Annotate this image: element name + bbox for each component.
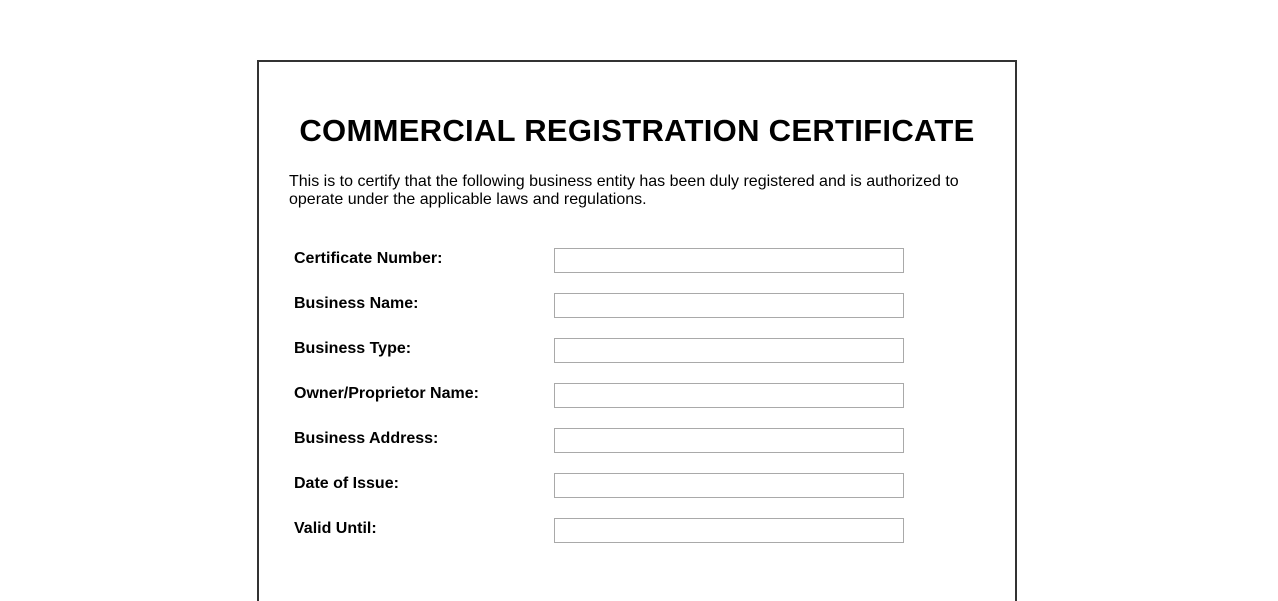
business-address-input[interactable] — [554, 428, 904, 453]
business-type-input[interactable] — [554, 338, 904, 363]
certificate-number-row — [294, 248, 909, 273]
business-address-label: Business Address: — [294, 430, 439, 447]
owner-name-label: Owner/Proprietor Name: — [294, 385, 479, 402]
business-name-input[interactable] — [554, 293, 904, 318]
certificate-intro: This is to certify that the following business entity has been duly registered and is authorized to operate under the applicable laws and regulations. — [289, 173, 959, 208]
business-name-label: Business Name: — [294, 295, 419, 312]
valid-until-input[interactable] — [554, 518, 904, 543]
date-of-issue-label: Date of Issue: — [294, 475, 399, 492]
certificate-number-label: Certificate Number: — [294, 250, 443, 267]
certificate-number-input[interactable] — [554, 248, 904, 273]
owner-name-input[interactable] — [554, 383, 904, 408]
valid-until-label: Valid Until: — [294, 520, 377, 537]
business-type-label: Business Type: — [294, 340, 412, 357]
business-address-row — [294, 428, 909, 453]
owner-name-row — [294, 383, 909, 408]
date-of-issue-input[interactable] — [554, 473, 904, 498]
date-of-issue-row — [294, 473, 909, 498]
business-name-row — [294, 293, 909, 318]
certificate-panel — [257, 60, 1017, 601]
business-type-row — [294, 338, 909, 363]
valid-until-row — [294, 518, 909, 543]
certificate-title: COMMERCIAL REGISTRATION CERTIFICATE — [299, 113, 975, 148]
